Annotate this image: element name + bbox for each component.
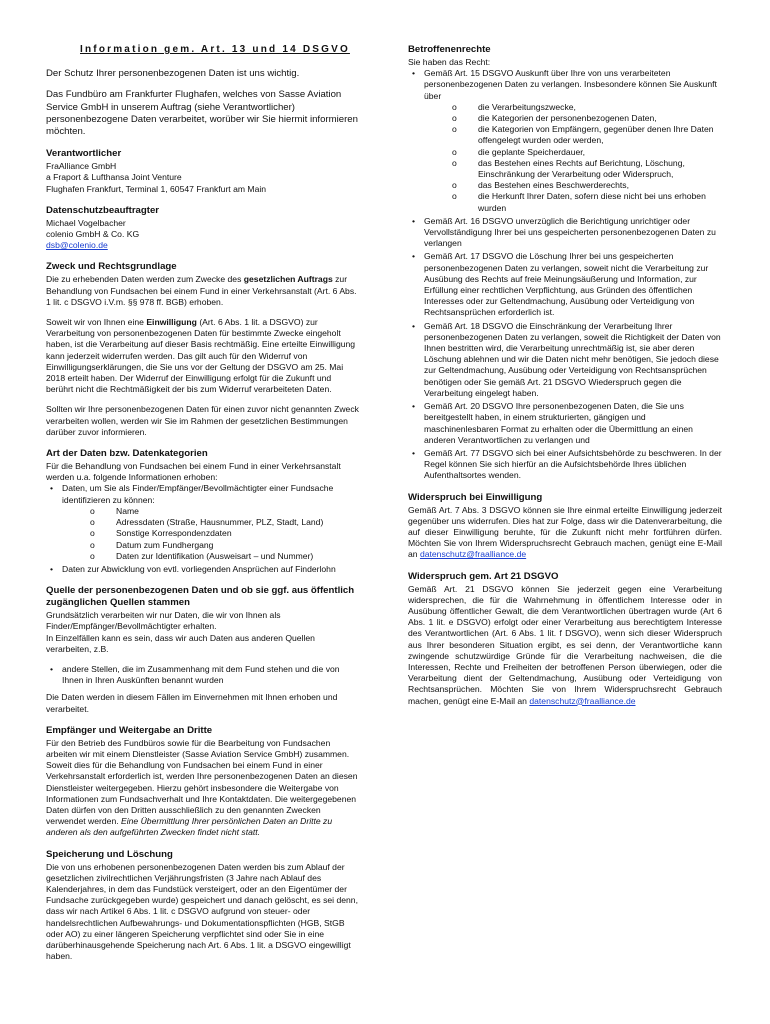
list-item: o Daten zur Identifikation (Ausweisart – und Nummer)	[62, 551, 360, 562]
source-paragraph-3: Die Daten werden in diesem Fällen im Einvernehmen mit Ihnen erhoben und verarbeitet.	[46, 692, 338, 714]
left-column	[46, 44, 360, 971]
dpo-line: colenio GmbH & Co. KG	[46, 229, 140, 240]
categories-intro: Für die Behandlung von Fundsachen bei einem Fund in einer Verkehrsanstalt werden u.a. folgende Informationen erhoben:	[46, 461, 341, 483]
list-item: o die Kategorien der personenbezogenen Daten,	[424, 113, 722, 124]
categories-list	[46, 483, 360, 575]
withdrawal-heading: Widerspruch bei Einwilligung	[408, 491, 543, 503]
storage-heading: Speicherung und Löschung	[46, 848, 173, 860]
list-item: o Name	[62, 506, 360, 517]
list-item: • Gemäß Art. 18 DSGVO die Einschränkung der Verarbeitung Ihrer personenbezogenen Daten zu verlangen, soweit die Richtigkeit der Daten von Ihnen bestritten wird, die Verarbeitung unrechtmäßig ist, sie aber deren Löschung ablehnen und wir die Daten nicht mehr benötigen, Sie jedoch diese zur Geltendmachung, Ausübung oder Verteidigung von Rechtsansprüchen benötigen oder Sie gemäß Art. 21 DSGVO Wiederspruch gegen die Verarbeitung eingelegt haben.	[408, 321, 722, 399]
withdrawal-email-link[interactable]: datenschutz@fraalliance.de	[419, 549, 527, 560]
list-item: • Gemäß Art. 17 DSGVO die Löschung Ihrer bei uns gespeicherten personenbezogenen Daten zu verlangen, soweit nicht die Verarbeitung zur Ausübung des Rechts auf freie Meinungsäußerung und Information, zur Erfüllung einer rechtlichen Verpflichtung, aus Gründen des öffentlichen Interesses oder zur Geltendmachung, Ausübung oder Verteidigung von Rechtsansprüchen erforderlich ist.	[408, 251, 722, 318]
list-item: o Sonstige Korrespondenzdaten	[62, 528, 360, 539]
intro-paragraph: Das Fundbüro am Frankfurter Flughafen, welches von Sasse Aviation Service GmbH in unserem Auftrag (siehe Verantwortlicher) personenbezogene Daten verarbeitet, worüber wir Sie hiermit informieren möchten.	[46, 89, 358, 138]
purpose-heading: Zweck und Rechtsgrundlage	[46, 261, 177, 273]
list-item: • Daten, um Sie als Finder/Empfänger/Bevollmächtigter einer Fundsache identifizieren zu können: o Name o Adressdaten (Straße, Hausnummer, PLZ, Stadt, Land) o Sonstige Korrespondenzdaten o Datum zum Fundhergang o Daten zur Identifikation (Ausweisart – und Nummer)	[46, 483, 360, 561]
controller-line: a Fraport & Lufthansa Joint Venture	[46, 172, 182, 183]
list-item: • Gemäß Art. 77 DSGVO sich bei einer Aufsichtsbehörde zu beschweren. In der Regel können Sie sich hierfür an die Aufsichtsbehörde Ihres üblichen Aufenthaltsortes wenden.	[408, 448, 722, 482]
source-heading: Quelle der personenbezogenen Daten und ob sie ggf. aus öffentlich zugänglichen Quellen stammen	[46, 585, 355, 609]
rights-intro: Sie haben das Recht:	[408, 57, 491, 67]
list-item: o die geplante Speicherdauer,	[424, 147, 722, 158]
list-item: o die Verarbeitungszwecke,	[424, 102, 722, 113]
objection-email-link[interactable]: datenschutz@fraalliance.de	[529, 695, 636, 706]
recipients-heading: Empfänger und Weitergabe an Dritte	[46, 724, 213, 736]
controller-line: FraAlliance GmbH	[46, 161, 117, 172]
controller-heading: Verantwortlicher	[46, 148, 122, 160]
list-item: • Daten zur Abwicklung von evtl. vorliegenden Ansprüchen auf Finderlohn	[46, 564, 360, 575]
categories-heading: Art der Daten bzw. Datenkategorien	[46, 448, 208, 460]
objection-heading: Widerspruch gem. Art 21 DSGVO	[408, 570, 559, 582]
list-item: • andere Stellen, die im Zusammenhang mit dem Fund stehen und die von Ihnen in Ihren Auskünften benannt wurden	[46, 664, 360, 686]
dpo-heading: Datenschutzbeauftragter	[46, 204, 160, 216]
withdrawal-paragraph: Gemäß Art. 7 Abs. 3 DSGVO können sie Ihre einmal erteilte Einwilligung jederzeit gegenüber uns widerrufen. Dies hat zur Folge, dass wir die Datenverarbeitung, die auf dieser Einwilligung beruhte, für die Zukunft nicht mehr fortführen dürfen. Möchten Sie von Ihrem Widerspruchsrecht Gebrauch machen, genügt eine E-Mail an datenschutz@fraalliance.de	[408, 504, 722, 560]
page-title: Information gem. Art. 13 und 14 DSGVO	[80, 44, 350, 55]
rights-heading: Betroffenenrechte	[408, 44, 491, 55]
objection-paragraph: Gemäß Art. 21 DSGVO können Sie jederzeit gegen eine Verarbeitung widersprechen, die für die Wahrnehmung in öffentlichem Interesse oder in Ausübung öffentlicher Gewalt, die dem Verantwortlichen übertragen wurde (Art 6 Abs. 1 lit. e DSGVO) erfolgt oder einer Verarbeitung aus berechtigtem Interesse des Verantwortlichen (Art. 6 Abs. 1 lit. f DSGVO), wenn sich dieser Widerspruch aus Ihrer besonderen Situation ergibt, es sei denn, der Verantwortliche kann zwingende schutzwürdige Gründe für die Verarbeitung nachweisen, die die Interessen, Rechte und Freiheiten der betroffenen Person überwiegen, oder die Verarbeitung dient der Geltendmachung, Ausübung oder Verteidigung von Rechtsansprüchen. Möchten Sie von Ihrem Widerspruchsrecht Gebrauch machen, genügt eine E-Mail an datenschutz@fraalliance.de	[408, 583, 722, 706]
list-item: o die Herkunft Ihrer Daten, sofern diese nicht bei uns erhoben wurden	[424, 191, 722, 213]
sublist	[424, 102, 722, 214]
dpo-contact	[46, 218, 360, 252]
purpose-paragraph-2: Soweit wir von Ihnen eine Einwilligung (Art. 6 Abs. 1 lit. a DSGVO) zur Verarbeitung von personenbezogenen Daten für bestimmte Zwecke eingeholt haben, ist die Verarbeitung auf dieser Basis rechtmäßig. Eine erteilte Einwilligung kann jederzeit widerrufen werden. Das gilt auch für den Widerruf von Einwilligungserklärungen, die Sie uns vor der Geltung der DSGVO am 25. Mai 2018 erteilt haben. Der Widerruf der Einwilligung erfolgt für die Zukunft und berührt nicht die Rechtmäßigkeit der bis zum Widerruf verarbeiteten Daten.	[46, 317, 356, 395]
list-item: o das Bestehen eines Rechts auf Berichtung, Löschung, Einschränkung der Verarbeitung oder Widerspruch,	[424, 158, 722, 180]
controller-line: Flughafen Frankfurt, Terminal 1, 60547 Frankfurt am Main	[46, 183, 267, 194]
recipients-paragraph: Für den Betrieb des Fundbüros sowie für die Bearbeitung von Fundsachen arbeiten wir mit einem Dienstleister (Sasse Aviation Service GmbH) zusammen. Soweit dies für die Behandlung von Fundsachen bei einem Fund in einer Verkehrsanstalt erforderlich ist, werden Ihre personenbezogenen Daten an diesen Dienstleister weitergegeben. Hierzu gehört insbesondere die Weitergabe von Informationen zum Fundsachverhalt und Ihre Kontaktdaten. Die weitergegebenen Daten dürfen von den Dritten ausschließlich zu den genannten Zwecken verwendet werden. Eine Übermittlung Ihrer persönlichen Daten an Dritte zu anderen als den aufgeführten Zwecken findet nicht statt.	[46, 737, 358, 838]
controller-address	[46, 161, 360, 195]
purpose-paragraph-3: Sollten wir Ihre personenbezogenen Daten für einen zuvor nicht genannten Zweck verarbeiten wollen, werden wir Sie im Rahmen der gesetzlichen Bestimmungen darüber zuvor informieren.	[46, 404, 359, 437]
sublist	[62, 506, 360, 562]
list-item: • Gemäß Art. 16 DSGVO unverzüglich die Berichtigung unrichtiger oder Vervollständigung Ihrer bei uns gespeicherten personenbezogenen Daten zu verlangen	[408, 216, 722, 250]
source-paragraph-2: In Einzelfällen kann es sein, dass wir auch Daten aus anderen Quellen verarbeiten, z.B.	[46, 632, 315, 654]
list-item: o Datum zum Fundhergang	[62, 540, 360, 551]
list-item: o das Bestehen eines Beschwerderechts,	[424, 180, 722, 191]
rights-list	[408, 68, 722, 481]
dpo-email-link[interactable]: dsb@colenio.de	[46, 240, 108, 251]
list-item: o die Kategorien von Empfängern, gegenüber denen Ihre Daten offengelegt wurden oder werden,	[424, 124, 722, 146]
dpo-line: Michael Vogelbacher	[46, 217, 126, 228]
list-item: o Adressdaten (Straße, Hausnummer, PLZ, Stadt, Land)	[62, 517, 360, 528]
source-list	[46, 664, 360, 686]
intro-text: Der Schutz Ihrer personenbezogenen Daten ist uns wichtig.	[46, 68, 300, 80]
source-paragraph-1: Grundsätzlich verarbeiten wir nur Daten, die wir von Ihnen als Finder/Empfänger/Bevollmächtigter erhalten.	[46, 610, 281, 632]
list-item: • Gemäß Art. 20 DSGVO Ihre personenbezogenen Daten, die Sie uns bereitgestellt haben, in einem strukturierten, gängigen und maschinenlesbaren Format zu erhalten oder die Übermittlung an einen anderen Verantwortlichen zu verlangen und	[408, 401, 722, 446]
storage-paragraph: Die von uns erhobenen personenbezogenen Daten werden bis zum Ablauf der gesetzlichen zivilrechtlichen Verjährungsfristen (3 Jahre nach Ablauf des Kalenderjahres, in dem das Fundstück versteigert, oder an den Eigentümer der Fundsache zurückgegeben wurde) gespeichert und danach gelöscht, es sei denn, dass wir nach Artikel 6 Abs. 1 lit. c DSGVO aufgrund von steuer- oder handelsrechtlichen Aufbewahrungs- und Dokumentationspflichten (HGB, StGB oder AO) zu einer längeren Speicherung verpflichtet sind oder Sie in eine darüberhinausgehende Speicherung nach Art. 6 Abs. 1 lit. a DSGVO eingewilligt haben.	[46, 861, 358, 962]
list-item: • Gemäß Art. 15 DSGVO Auskunft über Ihre von uns verarbeiteten personenbezogenen Daten zu verlangen. Insbesondere können Sie Auskunft über o die Verarbeitungszwecke, o die Kategorien der personenbezogenen Daten, o die Kategorien von Empfängern, gegenüber denen Ihre Daten offengelegt wurden oder werden, o die geplante Speicherdauer, o das Bestehen eines Rechts auf Berichtung, Löschung, Einschränkung der Verarbeitung oder Widerspruch, o das Bestehen eines Beschwerderechts, o die Herkunft Ihrer Daten, sofern diese nicht bei uns erhoben wurden	[408, 68, 722, 214]
purpose-paragraph-1: Die zu erhebenden Daten werden zum Zwecke des gesetzlichen Auftrags zur Behandlung von Fundsachen bei einem Fund in einer Verkehrsanstalt (Art. 6 Abs. 1 lit. c DSGVO i.V.m. §§ 978 ff. BGB) erhoben.	[46, 274, 357, 307]
right-column	[408, 44, 722, 716]
